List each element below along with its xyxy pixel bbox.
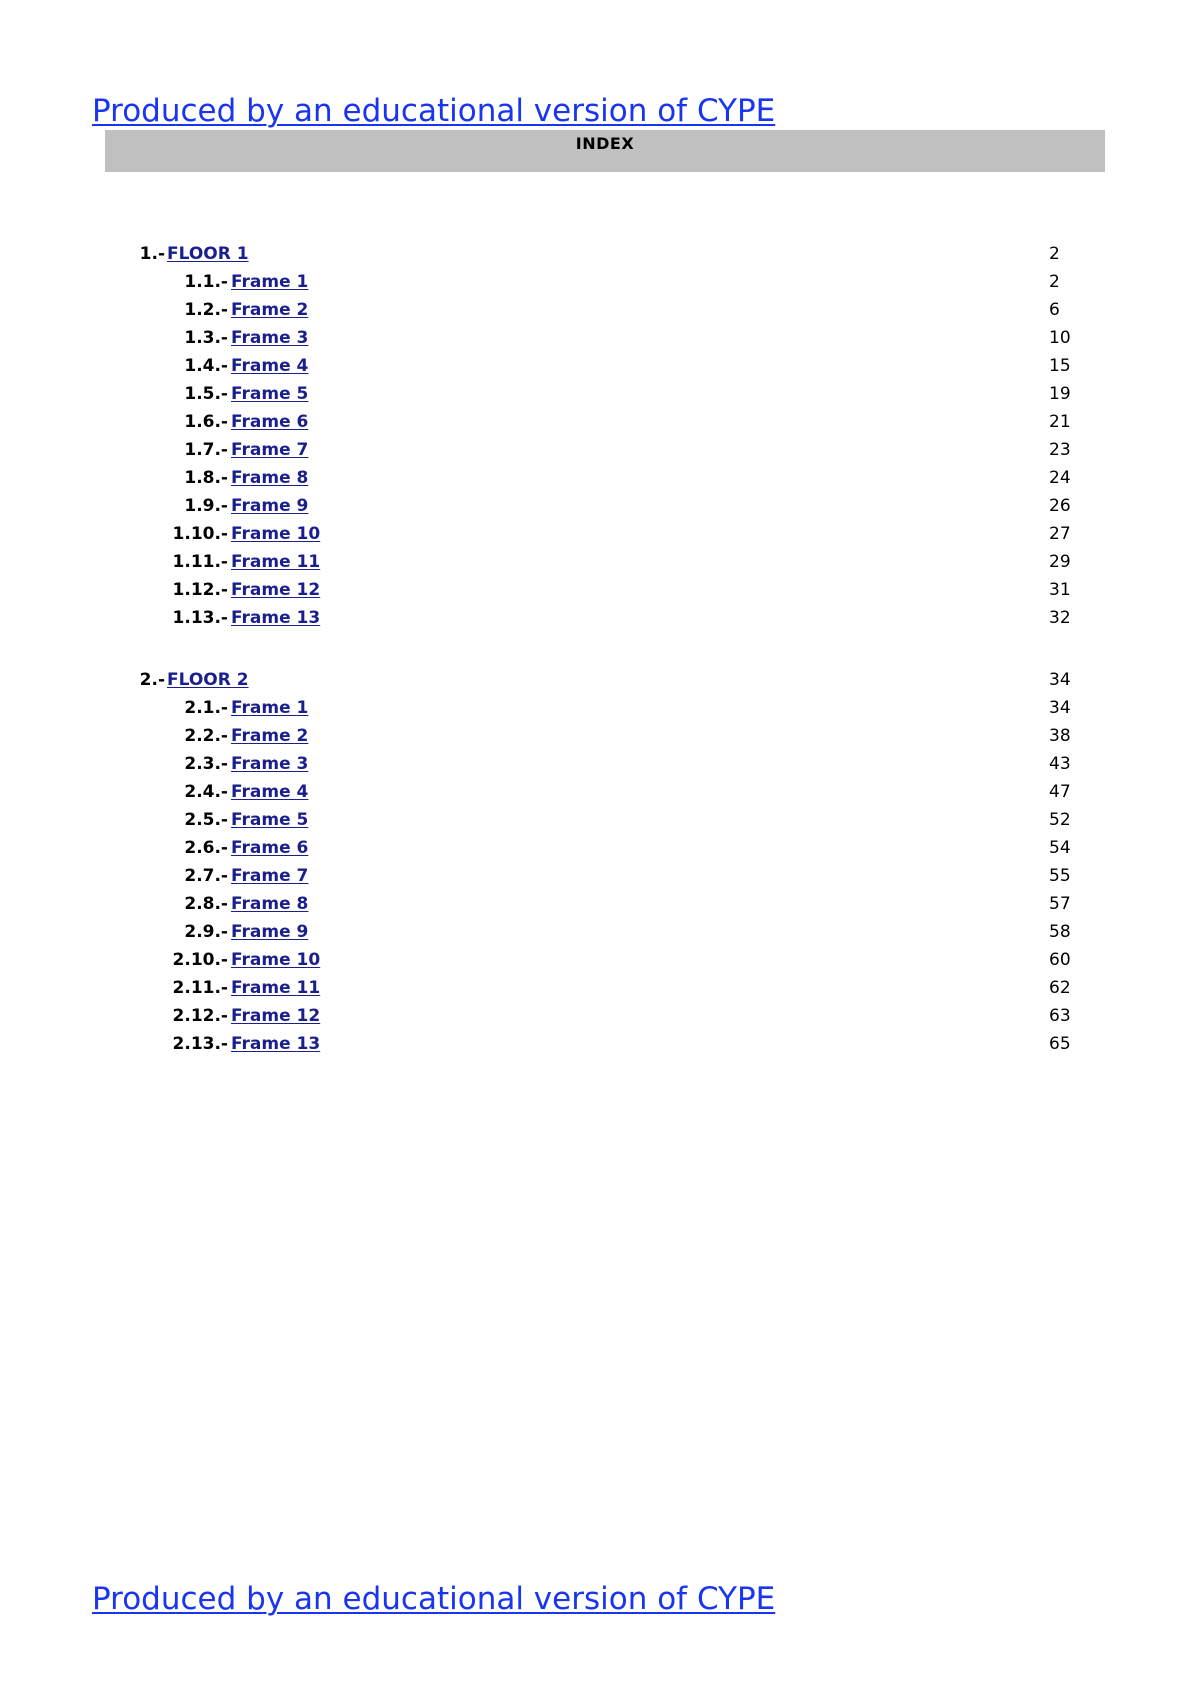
toc-item-link[interactable]: Frame 12 [231, 580, 321, 600]
toc-item-number: 1.5.- [184, 384, 228, 404]
toc-item-link[interactable]: Frame 5 [231, 384, 309, 404]
toc-item-link[interactable]: Frame 2 [231, 300, 309, 320]
toc-page-number: 52 [1049, 810, 1071, 830]
toc-item-link[interactable]: Frame 13 [231, 1034, 321, 1054]
toc-item-number: 2.2.- [184, 726, 228, 746]
toc-item-number: 1.7.- [184, 440, 228, 460]
toc-item-number: 2.5.- [184, 810, 228, 830]
toc-item-link[interactable]: Frame 9 [231, 496, 309, 516]
toc-item-number: 2.6.- [184, 838, 228, 858]
toc-item-link[interactable]: Frame 1 [231, 698, 309, 718]
toc-page-number: 63 [1049, 1006, 1071, 1026]
toc-page-number: 62 [1049, 978, 1071, 998]
index-title: INDEX [575, 134, 635, 153]
toc-page-number: 2 [1049, 244, 1060, 264]
toc-item-link[interactable]: Frame 7 [231, 866, 309, 886]
toc-page-number: 47 [1049, 782, 1071, 802]
toc-item-link[interactable]: Frame 6 [231, 412, 309, 432]
toc-page-number: 43 [1049, 754, 1071, 774]
toc-page-number: 21 [1049, 412, 1071, 432]
toc-item-link[interactable]: Frame 1 [231, 272, 309, 292]
toc-item-number: 1.1.- [184, 272, 228, 292]
toc-page-number: 6 [1049, 300, 1060, 320]
toc-page-number: 26 [1049, 496, 1071, 516]
toc-item-link[interactable]: Frame 12 [231, 1006, 321, 1026]
toc-page-number: 58 [1049, 922, 1071, 942]
toc-page-number: 31 [1049, 580, 1071, 600]
toc-item-number: 1.12.- [172, 580, 228, 600]
toc-item-number: 1.2.- [184, 300, 228, 320]
toc-item-number: 2.1.- [184, 698, 228, 718]
toc-item-number: 1.4.- [184, 356, 228, 376]
watermark-link-bottom[interactable]: Produced by an educational version of CYPE [92, 1581, 776, 1617]
toc-page-number: 19 [1049, 384, 1071, 404]
toc-page-number: 54 [1049, 838, 1071, 858]
toc-item-link[interactable]: Frame 10 [231, 524, 321, 544]
toc-page-number: 38 [1049, 726, 1071, 746]
toc-item-number: 2.4.- [184, 782, 228, 802]
toc-page-number: 55 [1049, 866, 1071, 886]
toc-item-number: 1.13.- [172, 608, 228, 628]
toc-item-link[interactable]: Frame 8 [231, 894, 309, 914]
toc-page-number: 10 [1049, 328, 1071, 348]
toc-section-number: 1.- [139, 244, 165, 264]
toc-section-number: 2.- [139, 670, 165, 690]
toc-item-link[interactable]: Frame 11 [231, 552, 321, 572]
toc-item-link[interactable]: Frame 5 [231, 810, 309, 830]
toc-item-number: 2.12.- [172, 1006, 228, 1026]
toc-item-link[interactable]: Frame 6 [231, 838, 309, 858]
toc-page-number: 15 [1049, 356, 1071, 376]
toc-item-link[interactable]: Frame 9 [231, 922, 309, 942]
toc-item-link[interactable]: Frame 4 [231, 782, 309, 802]
toc-item-number: 2.7.- [184, 866, 228, 886]
toc-item-number: 1.3.- [184, 328, 228, 348]
toc-item-link[interactable]: Frame 11 [231, 978, 321, 998]
toc-item-number: 1.11.- [172, 552, 228, 572]
toc-item-number: 1.9.- [184, 496, 228, 516]
toc-item-number: 2.11.- [172, 978, 228, 998]
toc-item-link[interactable]: Frame 13 [231, 608, 321, 628]
toc-page-number: 32 [1049, 608, 1071, 628]
toc-item-number: 2.9.- [184, 922, 228, 942]
toc-item-link[interactable]: Frame 3 [231, 754, 309, 774]
toc-page-number: 23 [1049, 440, 1071, 460]
watermark-link-top[interactable]: Produced by an educational version of CYPE [92, 93, 776, 129]
toc-page-number: 57 [1049, 894, 1071, 914]
toc-item-link[interactable]: Frame 10 [231, 950, 321, 970]
toc-section-link[interactable]: FLOOR 1 [167, 244, 249, 264]
toc-item-number: 2.13.- [172, 1034, 228, 1054]
toc-item-number: 1.10.- [172, 524, 228, 544]
toc-item-link[interactable]: Frame 4 [231, 356, 309, 376]
toc-item-link[interactable]: Frame 3 [231, 328, 309, 348]
toc-item-number: 1.8.- [184, 468, 228, 488]
toc-section-link[interactable]: FLOOR 2 [167, 670, 249, 690]
toc-page-number: 24 [1049, 468, 1071, 488]
toc-item-link[interactable]: Frame 8 [231, 468, 309, 488]
toc-page-number: 29 [1049, 552, 1071, 572]
toc-item-number: 2.3.- [184, 754, 228, 774]
toc-page-number: 60 [1049, 950, 1071, 970]
toc-item-number: 1.6.- [184, 412, 228, 432]
toc-item-link[interactable]: Frame 7 [231, 440, 309, 460]
toc-page-number: 2 [1049, 272, 1060, 292]
toc-item-number: 2.8.- [184, 894, 228, 914]
toc-item-number: 2.10.- [172, 950, 228, 970]
index-header-bar [105, 130, 1105, 172]
toc-page-number: 34 [1049, 670, 1071, 690]
toc-page-number: 27 [1049, 524, 1071, 544]
toc-page-number: 65 [1049, 1034, 1071, 1054]
toc-page-number: 34 [1049, 698, 1071, 718]
toc-item-link[interactable]: Frame 2 [231, 726, 309, 746]
